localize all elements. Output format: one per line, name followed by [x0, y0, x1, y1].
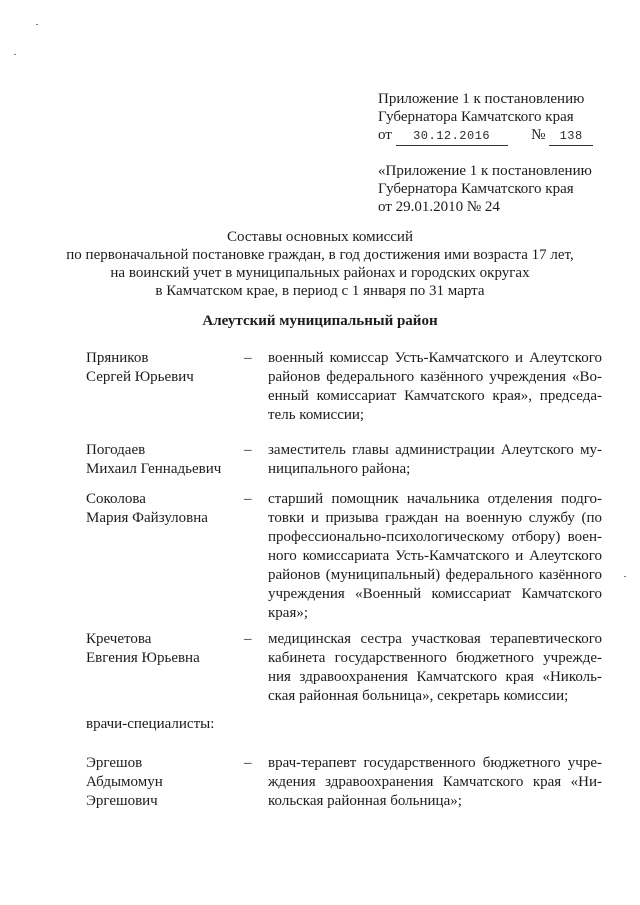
position-line: ного комиссариата Усть-Камчатского и Алеутского — [268, 548, 602, 564]
position-line: ния здравоохранения Камчатского края «Николь- — [268, 669, 602, 685]
annex-current-line2: Губернатора Камчатского края — [378, 109, 574, 125]
position-line: тель комиссии; — [268, 407, 365, 423]
position-line: края»; — [268, 605, 309, 621]
member-name — [86, 630, 236, 668]
member-name — [86, 349, 236, 387]
position-line: учреждения «Военный комиссариат Камчатского — [268, 586, 602, 602]
member-name — [86, 754, 236, 811]
position-line: кольская районная больница»; — [268, 793, 462, 809]
title-line1: Составы основных комиссий — [227, 229, 413, 245]
annex-original-line2: Губернатора Камчатского края — [378, 181, 574, 197]
position-line: старший помощник начальника отделения подго- — [268, 491, 602, 507]
specialists-label: врачи-специалисты: — [86, 716, 215, 732]
date-prefix: от — [378, 127, 392, 143]
annex-original-line3: от 29.01.2010 № 24 — [378, 199, 500, 215]
member-position — [268, 754, 602, 811]
title-line2: по первоначальной постановке граждан, в год достижения ими возраста 17 лет, — [66, 247, 574, 263]
annex-original-block — [378, 162, 592, 216]
scan-speck — [36, 24, 38, 25]
position-line: районов (муниципальный) федерального казённого — [268, 567, 602, 583]
member-surname: Пряников — [86, 350, 149, 366]
member-dash: – — [244, 442, 252, 458]
member-name — [86, 490, 236, 528]
position-line: заместитель главы администрации Алеутского му- — [268, 442, 602, 458]
member-position — [268, 490, 602, 623]
member-dash: – — [244, 350, 252, 366]
position-line: врач-терапевт государственного бюджетного учре- — [268, 755, 602, 771]
document-title — [40, 228, 600, 300]
member-position — [268, 441, 602, 479]
member-position — [268, 630, 602, 706]
member-name — [86, 441, 236, 479]
position-line: товки и призыва граждан на военную службу (по — [268, 510, 602, 526]
member-patronymic: Эргешович — [86, 793, 158, 809]
member-given-name: Сергей Юрьевич — [86, 369, 194, 385]
annex-current-date-line — [378, 126, 593, 146]
member-surname: Эргешов — [86, 755, 143, 771]
member-dash: – — [244, 755, 252, 771]
position-line: кабинета государственного бюджетного учрежде- — [268, 650, 602, 666]
position-line: профессионально-психологическому отбору) воен- — [268, 529, 602, 545]
member-surname: Соколова — [86, 491, 146, 507]
annex-current-line1: Приложение 1 к постановлению — [378, 91, 585, 107]
annex-original-line1: «Приложение 1 к постановлению — [378, 163, 592, 179]
position-line: ждения здравоохранения Камчатского края «Ни- — [268, 774, 602, 790]
title-line4: в Камчатском крае, в период с 1 января по 31 марта — [155, 283, 485, 299]
member-given-name: Михаил Геннадьевич — [86, 461, 222, 477]
position-line: медицинская сестра участковая терапевтического — [268, 631, 602, 647]
position-line: ская районная больница», секретарь комиссии; — [268, 688, 569, 704]
member-given-name: Евгения Юрьевна — [86, 650, 200, 666]
district-heading: Алеутский муниципальный район — [202, 313, 438, 329]
decree-number: 138 — [549, 127, 593, 146]
member-position — [268, 349, 602, 425]
member-given-name: Абдымомун — [86, 774, 163, 790]
scan-speck — [624, 576, 626, 577]
scan-speck — [14, 54, 16, 55]
member-given-name: Мария Файзуловна — [86, 510, 208, 526]
position-line: районов федерального казённого учреждения «Во- — [268, 369, 602, 385]
number-sign: № — [531, 127, 546, 143]
annex-current-block — [378, 90, 593, 146]
member-surname: Кречетова — [86, 631, 152, 647]
position-line: енный комиссариат Камчатского края», председа- — [268, 388, 602, 404]
decree-date: 30.12.2016 — [396, 127, 508, 146]
position-line: военный комиссар Усть-Камчатского и Алеутского — [268, 350, 602, 366]
member-dash: – — [244, 491, 252, 507]
position-line: ниципального района; — [268, 461, 411, 477]
member-dash: – — [244, 631, 252, 647]
title-line3: на воинский учет в муниципальных районах и городских округах — [110, 265, 530, 281]
member-surname: Погодаев — [86, 442, 146, 458]
